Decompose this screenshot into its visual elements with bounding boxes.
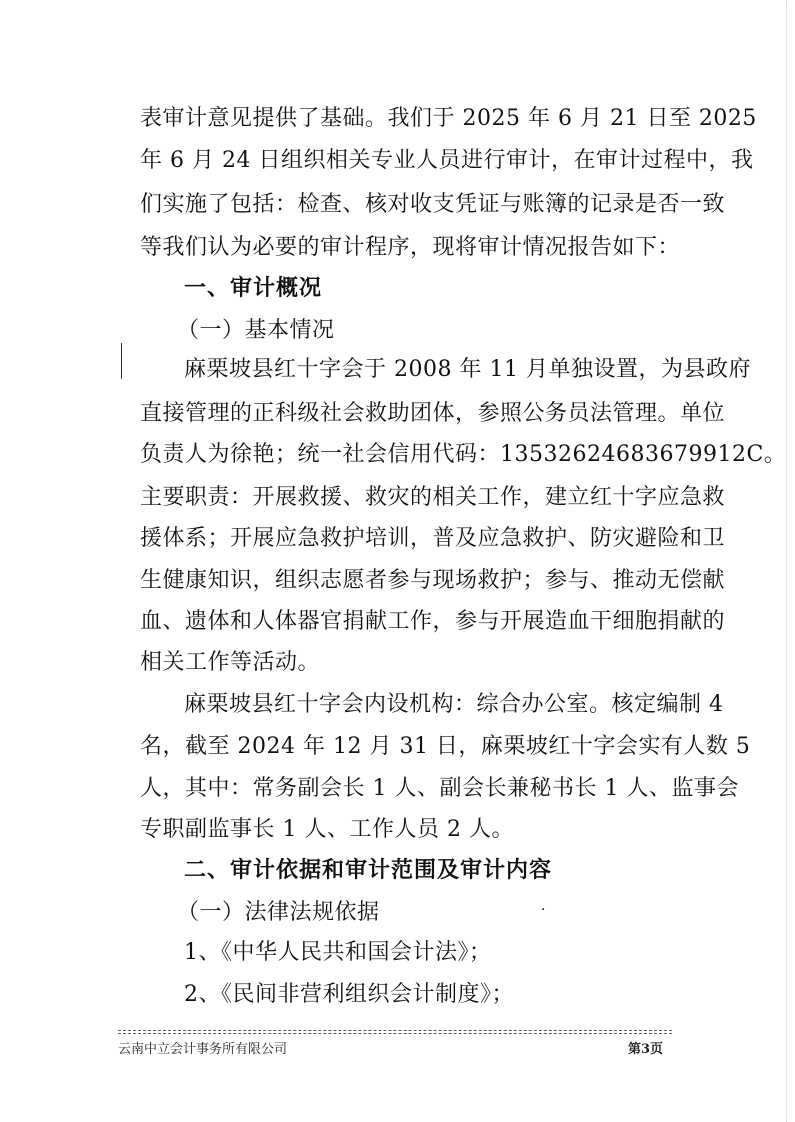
scan-edge-noise (786, 0, 788, 1122)
paragraph-line: 人，其中：常务副会长 1 人、副会长兼秘书长 1 人、监事会 (140, 776, 739, 801)
subsection-heading-laws: （一）法律法规依据 (177, 900, 380, 925)
paragraph-line: 年 6 月 24 日组织相关专业人员进行审计，在审计过程中，我 (140, 148, 754, 173)
footer-company: 云南中立会计事务所有限公司 (118, 1042, 288, 1057)
paragraph-line: 表审计意见提供了基础。我们于 2025 年 6 月 21 日至 2025 (140, 106, 757, 131)
paragraph-line: 主要职责：开展救援、救灾的相关工作，建立红十字应急救 (140, 485, 726, 510)
footer-divider (118, 1033, 672, 1034)
subsection-heading-basic: （一）基本情况 (177, 318, 335, 343)
list-item: 2、《民间非营利组织会计制度》； (184, 982, 514, 1007)
paragraph-line: 名，截至 2024 年 12 月 31 日，麻栗坡红十字会实有人数 5 (140, 734, 751, 759)
list-item: 1、《中华人民共和国会计法》； (184, 940, 492, 965)
paragraph-line: 血、遗体和人体器官捐献工作，参与开展造血干细胞捐献的 (140, 609, 726, 634)
paragraph-line: 等我们认为必要的审计程序，现将审计情况报告如下： (140, 235, 681, 260)
paragraph-line: 直接管理的正科级社会救助团体，参照公务员法管理。单位 (140, 401, 726, 426)
paragraph-line: 负责人为徐艳；统一社会信用代码：13532624683679912C。 (140, 442, 787, 467)
paragraph-line: 相关工作等活动。 (140, 650, 321, 675)
footer-page-number: 第3页 (628, 1042, 664, 1057)
footer-divider (118, 1030, 672, 1031)
paragraph-line: 麻栗坡县红十字会于 2008 年 11 月单独设置，为县政府 (184, 357, 751, 382)
margin-mark (121, 343, 122, 379)
paragraph-line: 援体系；开展应急救护培训，普及应急救护、防灾避险和卫 (140, 526, 726, 551)
section-heading-2: 二、审计依据和审计范围及审计内容 (184, 858, 553, 883)
paragraph-line: 麻栗坡县红十字会内设机构：综合办公室。核定编制 4 (184, 692, 724, 717)
paragraph-line: 生健康知识，组织志愿者参与现场救护；参与、推动无偿献 (140, 568, 726, 593)
section-heading-1: 一、审计概况 (184, 276, 323, 301)
stray-dot: . (541, 898, 546, 914)
paragraph-line: 们实施了包括：检查、核对收支凭证与账簿的记录是否一致 (140, 192, 726, 217)
paragraph-line: 专职副监事长 1 人、工作人员 2 人。 (140, 817, 514, 842)
